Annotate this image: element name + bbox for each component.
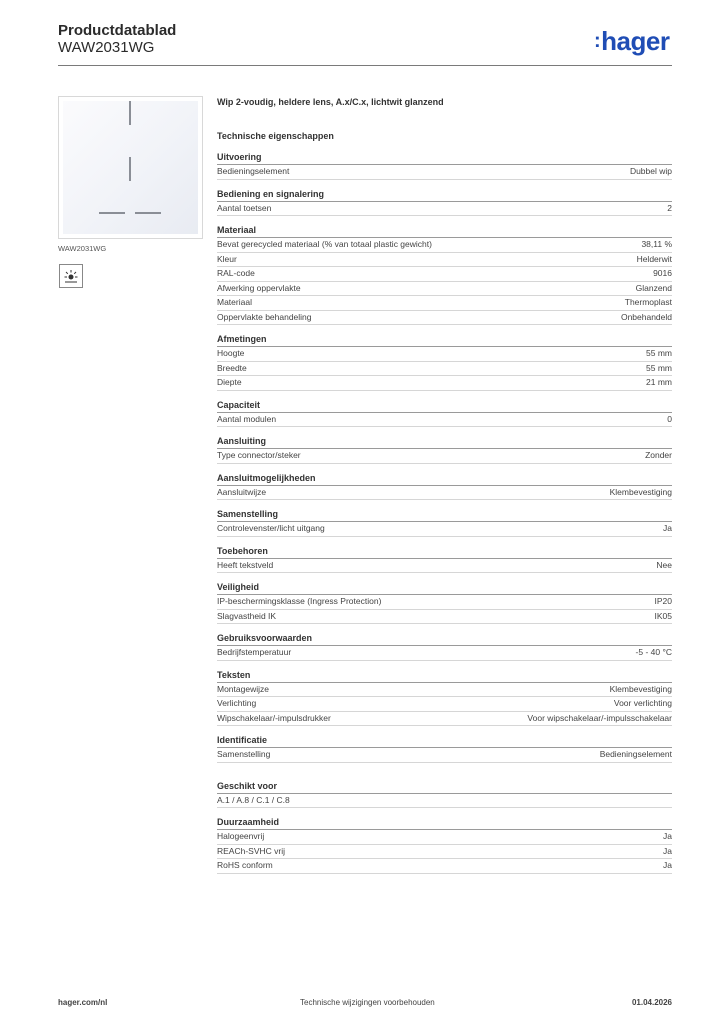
spec-label: Bedieningselement xyxy=(217,166,290,176)
right-indicator-mark xyxy=(135,212,161,214)
spec-sections xyxy=(217,151,672,874)
spec-row xyxy=(217,610,672,625)
section-title: Aansluitmogelijkheden xyxy=(217,472,672,486)
spec-label: IP-beschermingsklasse (Ingress Protection) xyxy=(217,596,382,606)
spec-row xyxy=(217,202,672,217)
spec-label: Oppervlakte behandeling xyxy=(217,311,312,322)
spec-row xyxy=(217,748,672,763)
product-image xyxy=(58,96,203,239)
spec-section xyxy=(217,151,672,180)
spec-value: Ja xyxy=(663,860,672,870)
footer-website: hager.com/nl xyxy=(58,998,108,1007)
spec-row xyxy=(217,486,672,501)
spec-section xyxy=(217,399,672,428)
spec-row xyxy=(217,267,672,282)
spec-label: Samenstelling xyxy=(217,749,271,759)
spec-label: RAL-code xyxy=(217,268,255,278)
spec-value: 2 xyxy=(667,202,672,213)
spec-value: IP20 xyxy=(654,596,672,606)
spec-row xyxy=(217,347,672,362)
spec-section xyxy=(217,581,672,624)
footer-note: Technische wijzigingen voorbehouden xyxy=(300,998,435,1007)
spec-label: Kleur xyxy=(217,253,237,264)
spec-row xyxy=(217,449,672,464)
spec-row xyxy=(217,413,672,428)
hager-logo: :hager xyxy=(594,26,670,56)
spec-value: Dubbel wip xyxy=(629,166,672,176)
section-title: Geschikt voor xyxy=(217,780,672,794)
spec-row xyxy=(217,296,672,311)
section-title: Capaciteit xyxy=(217,399,672,413)
spec-row xyxy=(217,238,672,253)
spec-row xyxy=(217,859,672,874)
spec-value: Klembevestiging xyxy=(609,486,672,497)
spec-row xyxy=(217,522,672,537)
spec-value: Bedieningselement xyxy=(599,749,672,759)
spec-section xyxy=(217,669,672,727)
spec-label: REACh-SVHC vrij xyxy=(217,845,286,856)
spec-label: Halogeenvrij xyxy=(217,831,265,841)
spec-row xyxy=(217,595,672,610)
image-caption: WAW2031WG xyxy=(58,244,107,253)
spec-row xyxy=(217,253,672,268)
spec-value: 0 xyxy=(667,413,672,424)
spec-label: Diepte xyxy=(217,377,242,387)
spec-label: Slagvastheid IK xyxy=(217,610,277,621)
spec-section xyxy=(217,435,672,464)
spec-value: -5 - 40 °C xyxy=(635,647,672,657)
product-description: Wip 2-voudig, heldere lens, A.x/C.x, lichtwit glanzend xyxy=(217,97,444,107)
spec-section xyxy=(217,816,672,874)
spec-label: Breedte xyxy=(217,362,247,373)
spec-label: Montagewijze xyxy=(217,683,269,694)
section-title: Samenstelling xyxy=(217,508,672,522)
spec-label: Bevat gerecycled materiaal (% van totaal plastic gewicht) xyxy=(217,239,432,249)
spec-value: 55 mm xyxy=(646,362,672,373)
spec-row xyxy=(217,376,672,391)
spec-value: Voor wipschakelaar/-impulsschakelaar xyxy=(527,712,672,723)
product-code: WAW2031WG xyxy=(58,39,155,56)
spec-row xyxy=(217,845,672,860)
spec-label: Bedrijfstemperatuur xyxy=(217,647,292,657)
spec-label: Aantal modulen xyxy=(217,413,277,424)
spec-row xyxy=(217,559,672,574)
spec-value: Zonder xyxy=(645,450,672,460)
spec-label: Heeft tekstveld xyxy=(217,559,274,570)
spec-row xyxy=(217,712,672,727)
spec-label: Type connector/steker xyxy=(217,450,301,460)
spec-section xyxy=(217,472,672,501)
section-title: Veiligheid xyxy=(217,581,672,595)
spec-value: 21 mm xyxy=(646,377,672,387)
spec-label: Verlichting xyxy=(217,698,257,708)
spec-label: Materiaal xyxy=(217,297,252,307)
spec-value: Glanzend xyxy=(635,282,672,293)
spec-label: Aantal toetsen xyxy=(217,202,272,213)
spec-section xyxy=(217,508,672,537)
section-title: Materiaal xyxy=(217,224,672,238)
spec-label: A.1 / A.8 / C.1 / C.8 xyxy=(217,794,290,805)
spec-row xyxy=(217,794,672,809)
spec-row xyxy=(217,165,672,180)
section-title: Identificatie xyxy=(217,734,672,748)
spec-value: 9016 xyxy=(653,268,672,278)
section-title: Aansluiting xyxy=(217,435,672,449)
spec-section xyxy=(217,224,672,325)
spec-value: Helderwit xyxy=(636,253,672,264)
spec-value: IK05 xyxy=(654,610,672,621)
spec-row xyxy=(217,362,672,377)
spec-row xyxy=(217,282,672,297)
datasheet-content xyxy=(217,95,672,874)
spec-section xyxy=(217,780,672,809)
spec-label: Afwerking oppervlakte xyxy=(217,282,301,293)
spec-value: 38,11 % xyxy=(641,239,672,249)
spec-label: Wipschakelaar/-impulsdrukker xyxy=(217,712,331,723)
spec-value: Ja xyxy=(663,845,672,856)
spec-section xyxy=(217,632,672,661)
spec-value: Nee xyxy=(656,559,672,570)
spec-row xyxy=(217,697,672,712)
spec-value: Thermoplast xyxy=(624,297,672,307)
technical-properties-title: Technische eigenschappen xyxy=(217,131,334,141)
spec-section xyxy=(217,545,672,574)
header-divider xyxy=(58,65,672,66)
spec-value: Ja xyxy=(663,831,672,841)
section-title: Duurzaamheid xyxy=(217,816,672,830)
spec-row xyxy=(217,830,672,845)
document-title: Productdatablad xyxy=(58,22,177,39)
section-title: Bediening en signalering xyxy=(217,188,672,202)
spec-label: Controlevenster/licht uitgang xyxy=(217,523,325,533)
spec-section xyxy=(217,734,672,763)
footer-date: 01.04.2026 xyxy=(631,998,672,1007)
spec-row xyxy=(217,646,672,661)
switch-rocker-face xyxy=(63,101,198,234)
spec-value: Klembevestiging xyxy=(609,683,672,694)
light-indicator-icon xyxy=(59,264,83,288)
logo-text: hager xyxy=(601,26,670,56)
spec-row xyxy=(217,683,672,698)
spec-value: Ja xyxy=(663,523,672,533)
spec-label: Aansluitwijze xyxy=(217,486,267,497)
center-divider-mark xyxy=(129,157,131,181)
spec-value: Voor verlichting xyxy=(613,698,672,708)
top-lens-mark xyxy=(129,101,131,125)
section-title: Afmetingen xyxy=(217,333,672,347)
spec-label: RoHS conform xyxy=(217,860,273,870)
spec-section xyxy=(217,333,672,391)
spec-label: Hoogte xyxy=(217,348,245,358)
spec-value: 55 mm xyxy=(646,348,672,358)
section-title: Uitvoering xyxy=(217,151,672,165)
spec-row xyxy=(217,311,672,326)
left-indicator-mark xyxy=(99,212,125,214)
section-title: Gebruiksvoorwaarden xyxy=(217,632,672,646)
section-title: Teksten xyxy=(217,669,672,683)
spec-value: Onbehandeld xyxy=(620,311,672,322)
section-title: Toebehoren xyxy=(217,545,672,559)
spec-section xyxy=(217,188,672,217)
